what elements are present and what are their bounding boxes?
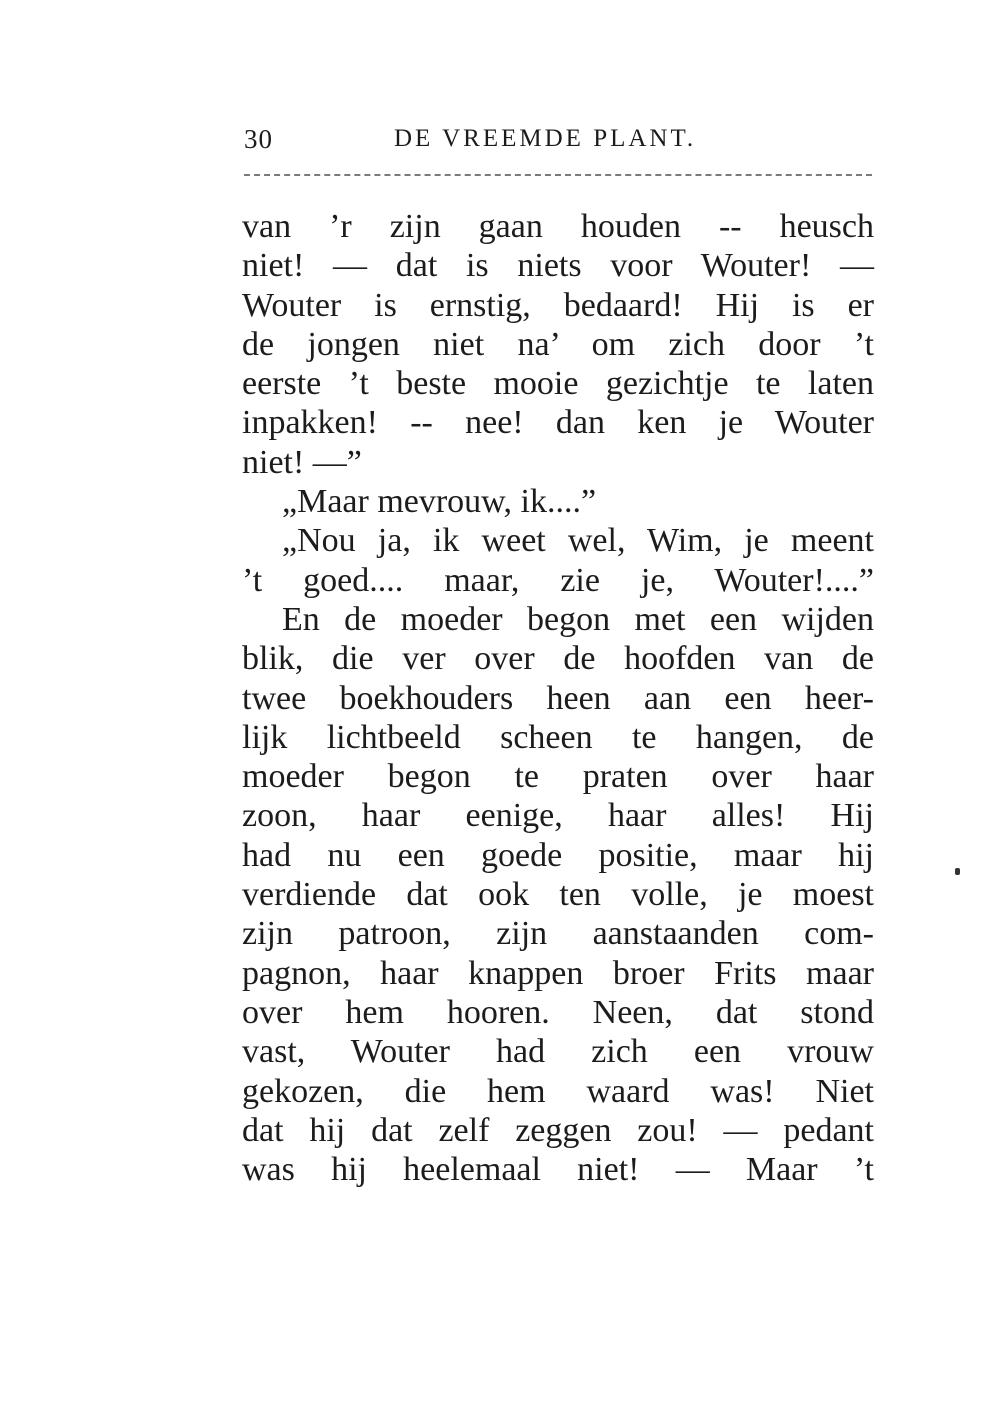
- header-rule: [244, 174, 872, 176]
- text-line: moeder begon te praten over haar: [242, 758, 874, 796]
- text-line: vast, Wouter had zich een vrouw: [242, 1033, 874, 1071]
- text-line: lijk lichtbeeld scheen te hangen, de: [242, 718, 874, 756]
- text-line: ’t goed.... maar, zie je, Wouter!....”: [242, 561, 874, 599]
- text-line: eerste ’t beste mooie gezichtje te laten: [242, 365, 874, 403]
- text-line: blik, die ver over de hoofden van de: [242, 640, 874, 678]
- text-line: gekozen, die hem waard was! Niet: [242, 1072, 874, 1110]
- margin-speck: [955, 868, 960, 875]
- running-title: DE VREEMDE PLANT.: [394, 125, 697, 152]
- body-text: [242, 207, 874, 1189]
- running-header: [244, 124, 874, 160]
- text-line: twee boekhouders heen aan een heer-: [242, 679, 874, 717]
- text-line: zijn patroon, zijn aanstaanden com-: [242, 915, 874, 953]
- text-line: zoon, haar eenige, haar alles! Hij: [242, 797, 874, 835]
- text-line: inpakken! -- nee! dan ken je Wouter: [242, 404, 874, 442]
- text-line: de jongen niet na’ om zich door ’t: [242, 325, 874, 363]
- text-line: niet! — dat is niets voor Wouter! —: [242, 247, 874, 285]
- text-line: pagnon, haar knappen broer Frits maar: [242, 954, 874, 992]
- text-line: En de moeder begon met een wijden: [282, 600, 874, 638]
- text-line: Wouter is ernstig, bedaard! Hij is er: [242, 286, 874, 324]
- text-line: van ’r zijn gaan houden -- heusch: [242, 208, 874, 245]
- text-line: verdiende dat ook ten volle, je moest: [242, 876, 874, 914]
- text-line: „Nou ja, ik weet wel, Wim, je meent: [282, 522, 874, 560]
- text-line: „Maar mevrouw, ik....”: [282, 483, 597, 521]
- text-line: niet! —”: [242, 443, 362, 481]
- text-line: over hem hooren. Neen, dat stond: [242, 993, 874, 1031]
- text-line: was hij heelemaal niet! — Maar ’t: [242, 1151, 874, 1189]
- text-line: had nu een goede positie, maar hij: [242, 836, 874, 874]
- text-line: dat hij dat zelf zeggen zou! — pedant: [242, 1111, 874, 1149]
- page-number: 30: [244, 124, 273, 154]
